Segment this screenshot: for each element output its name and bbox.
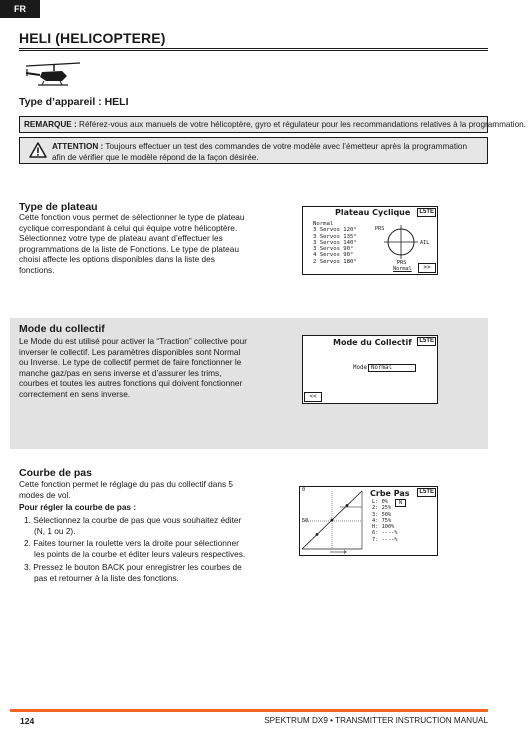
pitch-point-value[interactable]: 3: 50% xyxy=(372,511,392,518)
swash-option[interactable]: 4 Servos 90° xyxy=(313,252,354,259)
collective-screen-title: Mode du Collectif xyxy=(333,338,412,347)
page-number: 124 xyxy=(20,716,35,726)
collective-lcd-screen xyxy=(302,335,438,404)
attention-box xyxy=(19,137,488,164)
swash-options-list xyxy=(313,221,357,265)
pitch-section-title: Courbe de pas xyxy=(19,467,92,479)
swash-option[interactable]: 3 Servos 90° xyxy=(313,246,354,253)
back-button[interactable]: << xyxy=(304,392,322,402)
pitch-step: 1. Sélectionnez la courbe de pas que vous souhaitez éditer (N, 1 ou 2). xyxy=(24,515,242,536)
title-divider-secondary xyxy=(19,50,488,51)
swash-screen-title: Plateau Cyclique xyxy=(335,208,411,217)
swash-label-bottom: PRS xyxy=(397,260,407,266)
collective-mode-label: Mode xyxy=(353,365,367,371)
pitch-point-value[interactable]: 7: ----% xyxy=(372,536,398,543)
page-title: HELI (HELICOPTERE) xyxy=(19,30,166,46)
swash-option[interactable]: 3 Servos 140° xyxy=(313,239,357,246)
collective-mode-field[interactable]: Normal xyxy=(368,364,416,372)
collective-screen-badge: L5TE xyxy=(419,338,434,344)
swash-screen-badge: L5TE xyxy=(419,209,434,215)
next-page-button[interactable]: >> xyxy=(418,263,436,273)
pitch-curve-graph xyxy=(300,487,366,555)
pitch-step: 3. Pressez le bouton BACK pour enregistrer les courbes de pas et retourner à la liste des fonctions. xyxy=(24,562,242,583)
pitch-mode-selector[interactable]: N xyxy=(395,499,406,507)
warning-triangle-icon xyxy=(29,142,47,158)
footer-divider xyxy=(10,709,488,712)
swash-section-body: Cette fonction vous permet de sélectionner le type de plateau cyclique correspondant à celui qui équipe votre hélicoptère. Sélectionnez votre type de plateau avant d’effectuer les programmations de la liste de Fonctions. Le type de plateau choisi affecte les options disponibles dans la liste des fonctions. xyxy=(19,212,245,275)
swash-plate-diagram xyxy=(383,221,419,261)
collective-section-title: Mode du collectif xyxy=(19,323,105,335)
language-tab: FR xyxy=(0,0,40,18)
pitch-screen-badge: L5TE xyxy=(419,489,434,495)
pitch-points-list xyxy=(372,499,398,543)
swash-lcd-screen xyxy=(302,206,438,275)
pitch-step: 2. Faites tourner la roulette vers la droite pour sélectionner les points de la courbe et éditer leurs valeurs respectives. xyxy=(24,538,246,559)
footer-manual-title: SPEKTRUM DX9 • TRANSMITTER INSTRUCTION MANUAL xyxy=(264,716,488,725)
note-label: REMARQUE : xyxy=(24,120,77,129)
attention-label: ATTENTION : xyxy=(52,142,104,151)
pitch-point-value[interactable]: 4: 75% xyxy=(372,517,392,524)
swash-option[interactable]: Normal xyxy=(313,221,334,227)
pitch-y-top-label: 0 xyxy=(302,487,306,493)
title-divider xyxy=(19,48,488,49)
pitch-curve-lcd-screen xyxy=(299,486,438,556)
collective-section-body: Le Mode du est utilisé pour activer la “Traction” collective pour inverser le collectif. Les paramètres disponibles sont Normal ou Inverse. Le type de collectif permet de faire fonctionner le manche gaz/pas en sens inverse et d’assurer les trims, courbes et toutes les autres fonctions qui doivent fonctionner correctement en sens inverse. xyxy=(19,336,247,399)
pitch-screen-title: Crbe Pas xyxy=(370,489,410,498)
note-text: Référez-vous aux manuels de votre hélicoptère, gyro et régulateur pour les recommandations relatives à la programmation. xyxy=(79,120,526,129)
swash-label-top-left: PRS xyxy=(375,226,385,232)
swash-label-right: AIL xyxy=(420,240,430,246)
pitch-point-value[interactable]: H: 100% xyxy=(372,524,395,531)
device-type-heading: Type d’appareil : HELI xyxy=(19,96,129,108)
helicopter-icon xyxy=(24,60,84,90)
pitch-point-value[interactable]: 6: ----% xyxy=(372,530,398,537)
swash-option[interactable]: 2 Servos 180° xyxy=(313,258,357,265)
swash-selected-value[interactable]: Normal xyxy=(393,266,412,272)
attention-text: Toujours effectuer un test des commandes de votre modèle avec l’émetteur après la programmation afin de vérifier que le modèle répond de la façon désirée. xyxy=(52,142,468,162)
swash-option[interactable]: 3 Servos 135° xyxy=(313,233,357,240)
note-box xyxy=(19,116,526,133)
swash-section-title: Type de plateau xyxy=(19,201,98,213)
pitch-point-value[interactable]: 2: 25% xyxy=(372,505,392,512)
pitch-point-value[interactable]: L: 0% xyxy=(372,499,388,505)
pitch-procedure-title: Pour régler la courbe de pas : xyxy=(19,502,137,512)
swash-option[interactable]: 3 Servos 120° xyxy=(313,227,357,234)
attention-text-block xyxy=(52,141,480,163)
pitch-y-mid-label: 50 xyxy=(302,518,309,524)
pitch-section-body: Cette fonction permet le réglage du pas du collectif dans 5 modes de vol. xyxy=(19,479,234,500)
